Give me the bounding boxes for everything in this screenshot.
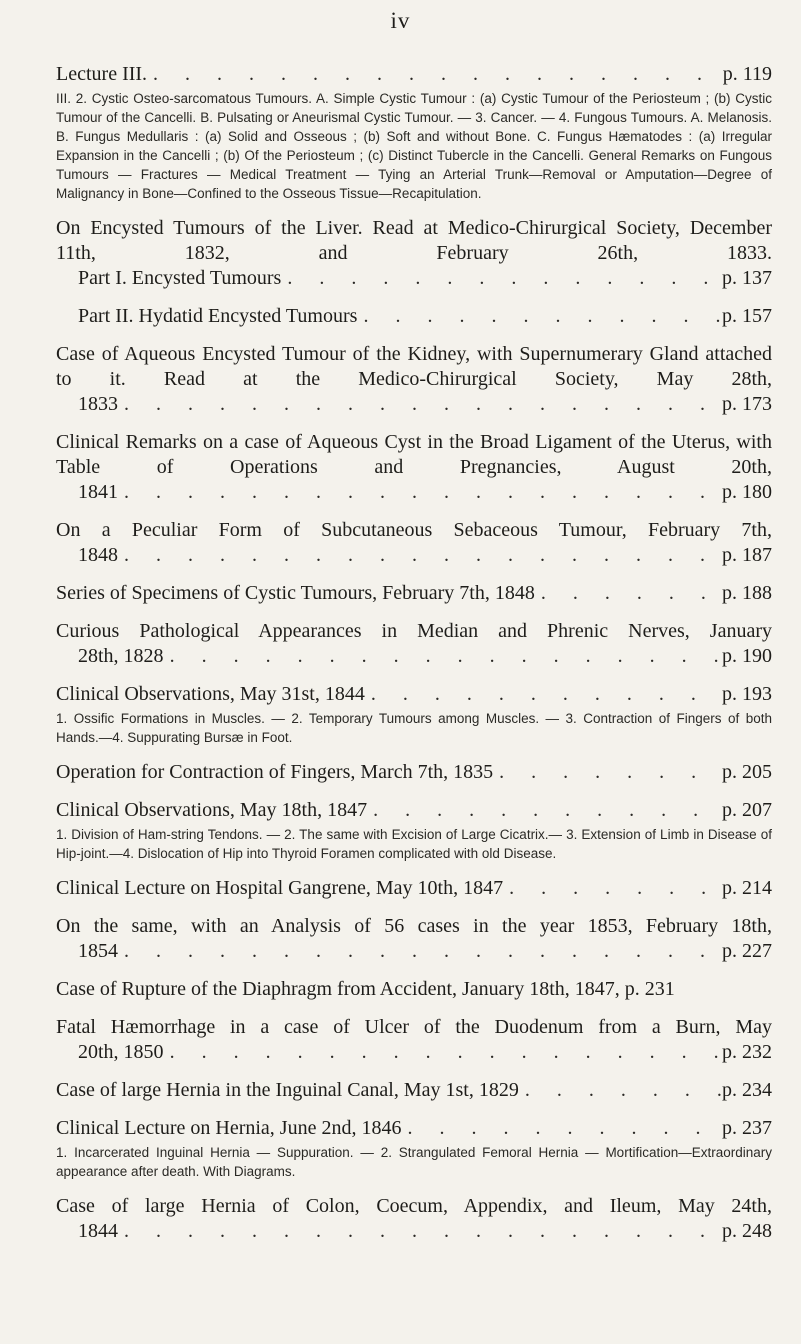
entry-line xyxy=(56,682,772,707)
dot-leader xyxy=(365,682,722,707)
toc-entry xyxy=(56,304,772,329)
entry-line xyxy=(56,480,772,505)
entry-summary: III. 2. Cystic Osteo-sarcomatous Tumours. A. Simple Cystic Tumour : (a) Cystic Tumour of the Periosteum ; (b) Cystic Tumour of the Cancelli. B. Pulsating or Aneurismal Cystic Tumour. — 3. Cancer. — 4. Fungous Tumours. A. Melanosis. B. Fungus Medullaris : (a) Solid and Osseous ; (b) Soft and without Bone. C. Fungus Hæmatodes : (a) Irregular Expansion in the Cancelli ; (b) Of the Periosteum ; (c) Distinct Tubercle in the Cancelli. General Remarks on Fungous Tumours — Fractures — Medical Treatment — Tying an Arterial Trunk—Removal or Amputation—Degree of Malignancy in Bone—Confined to the Osseous Tissue—Recapitulation. xyxy=(56,91,772,201)
dot-leader xyxy=(118,939,722,964)
entry-text: Operation for Contraction of Fingers, March 7th, 1835 xyxy=(56,761,494,783)
page-reference: p. 214 xyxy=(722,877,772,899)
entry-text: 1841 xyxy=(78,481,118,503)
page-reference: p. 227 xyxy=(722,940,772,962)
entry-line xyxy=(56,304,772,329)
dot-leader xyxy=(503,876,722,901)
toc-entry xyxy=(56,914,772,964)
page-reference: p. 207 xyxy=(722,799,772,821)
dot-leader xyxy=(164,644,722,669)
entry-title: Fatal Hæmorrhage in a case of Ulcer of the Duodenum from a Burn, May xyxy=(56,1016,772,1038)
dot-leader xyxy=(118,1219,722,1244)
page-reference: p. 234 xyxy=(722,1079,772,1101)
dot-leader xyxy=(493,760,722,785)
toc-entry xyxy=(56,581,772,606)
entry-text: Clinical Lecture on Hernia, June 2nd, 1846 xyxy=(56,1117,402,1139)
entry-line xyxy=(56,1116,772,1141)
entry-text: 20th, 1850 xyxy=(78,1041,164,1063)
entry-title: On a Peculiar Form of Subcutaneous Sebaceous Tumour, February 7th, xyxy=(56,519,772,541)
entry-text: 1844 xyxy=(78,1220,118,1242)
toc-entry xyxy=(56,1078,772,1103)
entry-title: On Encysted Tumours of the Liver. Read at Medico-Chirurgical Society, December 11th, 1832, and February 26th, 1833. xyxy=(56,217,772,264)
page-reference: p. 193 xyxy=(722,683,772,705)
toc-entry xyxy=(56,876,772,901)
entry-line xyxy=(56,266,772,291)
entry-text: Case of Rupture of the Diaphragm from Accident, January 18th, 1847, p. 231 xyxy=(56,978,675,1000)
page-reference: p. 137 xyxy=(722,267,772,289)
entry-line xyxy=(56,644,772,669)
entry-title: Clinical Remarks on a case of Aqueous Cyst in the Broad Ligament of the Uterus, with Table of Operations and Pregnancies, August 20th, xyxy=(56,431,772,478)
toc-entry xyxy=(56,760,772,785)
entry-text: Part II. Hydatid Encysted Tumours xyxy=(78,305,358,327)
page-reference: p. 248 xyxy=(722,1220,772,1242)
page-reference: p. 237 xyxy=(722,1117,772,1139)
dot-leader xyxy=(401,1116,722,1141)
entry-summary: 1. Division of Ham-string Tendons. — 2. The same with Excision of Large Cicatrix.— 3. Extension of Limb in Disease of Hip-joint.—4. Dislocation of Hip into Thyroid Foramen complicated with old Disease. xyxy=(56,827,772,861)
entry-title: On the same, with an Analysis of 56 cases in the year 1853, February 18th, xyxy=(56,915,772,937)
dot-leader xyxy=(519,1078,722,1103)
toc-entry xyxy=(56,619,772,669)
entry-text: 1854 xyxy=(78,940,118,962)
page-reference: p. 205 xyxy=(722,761,772,783)
dot-leader xyxy=(164,1040,722,1065)
toc-entry xyxy=(56,342,772,417)
entry-line xyxy=(56,581,772,606)
entry-line xyxy=(56,977,772,1002)
entry-summary: 1. Ossific Formations in Muscles. — 2. Temporary Tumours among Muscles. — 3. Contraction of Fingers of both Hands.—4. Suppurating Bursæ in Foot. xyxy=(56,711,772,745)
entry-line xyxy=(56,760,772,785)
entry-title: Curious Pathological Appearances in Median and Phrenic Nerves, January xyxy=(56,620,772,642)
entry-text: Clinical Lecture on Hospital Gangrene, May 10th, 1847 xyxy=(56,877,504,899)
entry-line xyxy=(56,1078,772,1103)
toc-entry xyxy=(56,1015,772,1065)
entry-text: Part I. Encysted Tumours xyxy=(78,267,282,289)
entry-line xyxy=(56,392,772,417)
toc-entry xyxy=(56,1116,772,1181)
entry-text: Series of Specimens of Cystic Tumours, February 7th, 1848 xyxy=(56,582,535,604)
entry-line xyxy=(56,798,772,823)
page-reference: p. 180 xyxy=(722,481,772,503)
page-reference: p. 119 xyxy=(722,63,772,85)
entry-text: 1848 xyxy=(78,544,118,566)
dot-leader xyxy=(118,392,722,417)
entry-line xyxy=(56,543,772,568)
entry-line xyxy=(56,939,772,964)
table-of-contents xyxy=(56,62,772,1257)
entry-title: Case of Aqueous Encysted Tumour of the Kidney, with Supernumerary Gland attached to it. Read at the Medico-Chirurgical Society, May 28th, xyxy=(56,343,772,390)
toc-entry xyxy=(56,798,772,863)
entry-line xyxy=(56,1219,772,1244)
toc-entry xyxy=(56,62,772,203)
toc-entry xyxy=(56,1194,772,1244)
entry-text: Clinical Observations, May 31st, 1844 xyxy=(56,683,365,705)
toc-entry xyxy=(56,430,772,505)
page-reference: p. 190 xyxy=(722,645,772,667)
page-reference: p. 173 xyxy=(722,393,772,415)
page-reference: p. 188 xyxy=(722,582,772,604)
page-number: iv xyxy=(390,8,411,33)
entry-line xyxy=(56,62,772,87)
entry-line xyxy=(56,1040,772,1065)
dot-leader xyxy=(118,480,722,505)
toc-entry xyxy=(56,216,772,291)
entry-text: Clinical Observations, May 18th, 1847 xyxy=(56,799,368,821)
entry-text: 1833 xyxy=(78,393,118,415)
entry-summary: 1. Incarcerated Inguinal Hernia — Suppuration. — 2. Strangulated Femoral Hernia — Mortification—Extraordinary appearance after death. With Diagrams. xyxy=(56,1145,772,1179)
dot-leader xyxy=(357,304,722,329)
dot-leader xyxy=(147,62,723,87)
entry-text: Case of large Hernia in the Inguinal Canal, May 1st, 1829 xyxy=(56,1079,519,1101)
page-reference: p. 157 xyxy=(722,305,772,327)
page-reference: p. 187 xyxy=(722,544,772,566)
entry-text: Lecture III. xyxy=(56,63,148,85)
dot-leader xyxy=(281,266,722,291)
toc-entry xyxy=(56,682,772,747)
page-reference: p. 232 xyxy=(722,1041,772,1063)
entry-title: Case of large Hernia of Colon, Coecum, Appendix, and Ileum, May 24th, xyxy=(56,1195,772,1217)
dot-leader xyxy=(535,581,722,606)
toc-entry xyxy=(56,518,772,568)
dot-leader xyxy=(367,798,722,823)
toc-entry xyxy=(56,977,772,1002)
entry-line xyxy=(56,876,772,901)
entry-text: 28th, 1828 xyxy=(78,645,164,667)
dot-leader xyxy=(118,543,722,568)
